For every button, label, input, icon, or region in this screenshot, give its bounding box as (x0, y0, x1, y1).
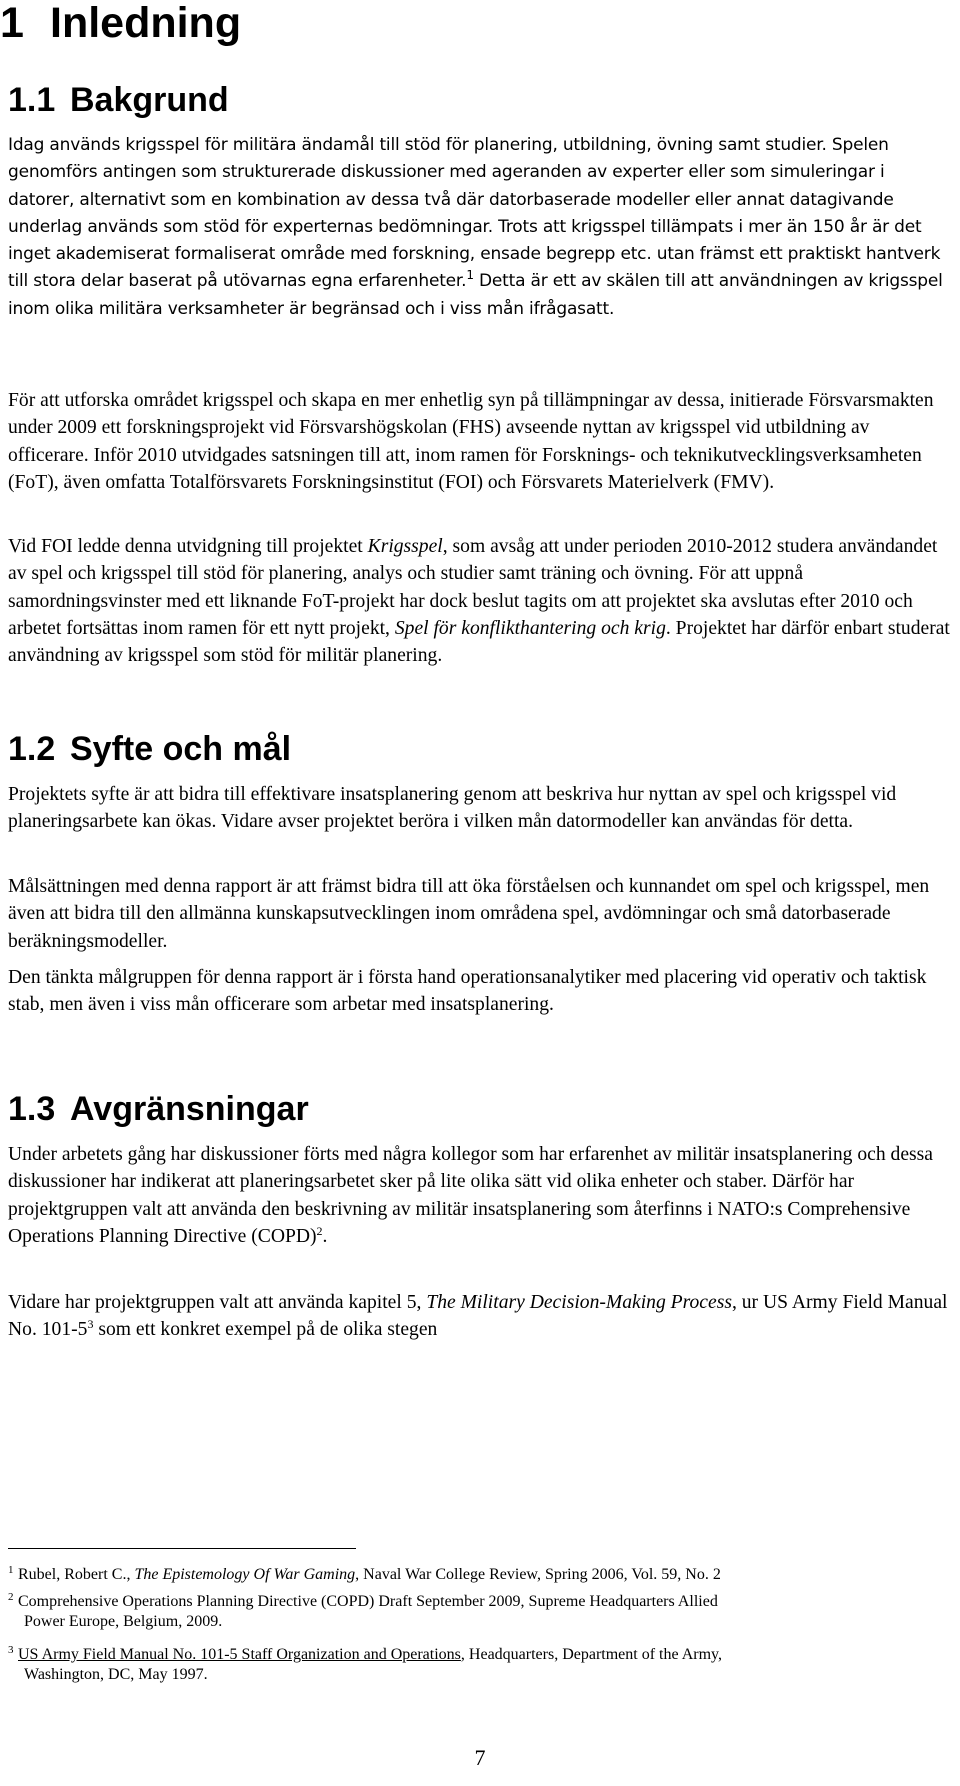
footnote-3 (8, 1645, 952, 1685)
paragraph-text: Målsättningen med denna rapport är att främst bidra till att öka förståelsen och kunnandet om spel och krigsspel, men även att bidra till den allmänna kunskapsutvecklingen inom områdena spel, avdömningar och små datorbaserade beräkningsmodeller. (8, 876, 930, 952)
chapter-title: Inledning (50, 0, 242, 47)
paragraph-text: Den tänkta målgruppen för denna rapport är i första hand operationsanalytiker med placering vid operativ och taktisk stab, men även i viss mån officerare som arbetar med insatsplanering. (8, 967, 927, 1016)
footnote-2 (8, 1592, 952, 1632)
footnote-number: 1 (8, 1564, 14, 1576)
section-heading-syfte (8, 729, 291, 769)
project-name-spel: Spel för konflikthantering och krig (394, 617, 666, 639)
footnote-ref-3[interactable]: 3 (87, 1317, 94, 1332)
paragraph-avgr-1 (8, 1141, 952, 1250)
paragraph-text: Under arbetets gång har diskussioner förts med några kollegor som har erfarenhet av militär insatsplanering och dessa diskussioner har indikerat att planeringsarbetet sker på lite olika sätt vid olika enheter och staber. Därför har projektgruppen valt att använda den beskrivning av militär insatsplanering som återfinns i NATO:s Comprehensive Operations Planning Directive (COPD) (8, 1144, 933, 1247)
footnote-number: 3 (8, 1644, 14, 1656)
paragraph-avgr-2 (8, 1289, 952, 1344)
italic-title: The Military Decision-Making Process (426, 1292, 732, 1313)
paragraph-text: . (322, 1225, 328, 1247)
section-number: 1.1 (8, 81, 56, 119)
footnote-text: Power Europe, Belgium, 2009. (24, 1613, 223, 1630)
page-number: 7 (474, 1745, 486, 1770)
section-title: Syfte och mål (70, 730, 292, 768)
footnote-1 (8, 1565, 952, 1585)
paragraph-text: . Projektet har därför enbart studerat användning av krigsspel som stöd för militär planering. (8, 617, 950, 667)
paragraph-syfte-2 (8, 873, 952, 955)
footnote-separator (8, 1548, 356, 1549)
footnote-ref-1[interactable]: 1 (466, 268, 474, 283)
project-name-krigsspel: Krigsspel (367, 536, 443, 557)
section-number: 1.2 (8, 730, 56, 768)
paragraph-text: För att utforska området krigsspel och skapa en mer enhetlig syn på tillämpningar av dessa, initierade Försvarsmakten under 2009 ett forskningsprojekt vid Försvarshögskolan (FHS) avseende nyttan av krigsspel vid utbildning av officerare. Inför 2010 utvidgades satsningen till att, inom ramen för Forsknings- och teknikutvecklingsverksamheten (FoT), även omfatta Totalförsvarets Forskningsinstitut (FOI) och Försvarets Materielverk (FMV). (8, 390, 934, 493)
paragraph-bakgrund-1 (8, 132, 952, 323)
paragraph-text: Detta är ett av skälen till att användningen av krigsspel inom olika militära verksamheter är begränsad och i viss mån ifrågasatt. (8, 271, 943, 319)
section-number: 1.3 (8, 1090, 56, 1128)
paragraph-syfte-3 (8, 964, 952, 1019)
paragraph-syfte-1 (8, 781, 952, 836)
footnote-number: 2 (8, 1591, 14, 1603)
footnote-text: Rubel, Robert C., The Epistemology Of War Gaming, Naval War College Review, Spring 2006, Vol. 59, No. 2 (18, 1566, 721, 1583)
chapter-heading (0, 0, 241, 46)
section-title: Avgränsningar (70, 1090, 309, 1128)
paragraph-text: Projektets syfte är att bidra till effektivare insatsplanering genom att beskriva hur nyttan av spel och krigsspel vid planeringsarbete kan ökas. Vidare avser projektet beröra i vilken mån datormodeller kan användas för detta. (8, 784, 897, 833)
section-heading-avgransningar (8, 1089, 309, 1129)
paragraph-text: , ur US Army Field Manual No. 101-5 (8, 1292, 948, 1341)
footnote-text: US Army Field Manual No. 101-5 Staff Organization and Operations, Headquarters, Department of the Army, (18, 1646, 722, 1663)
footnote-link[interactable]: US Army Field Manual No. 101-5 Staff Organization and Operations (18, 1646, 461, 1663)
paragraph-bakgrund-2 (8, 387, 952, 496)
section-heading-bakgrund (8, 80, 229, 120)
footnote-text: Comprehensive Operations Planning Directive (COPD) Draft September 2009, Supreme Headquarters Allied (18, 1593, 718, 1610)
paragraph-text: Vid FOI ledde denna utvidgning till projektet (8, 536, 368, 557)
footnote-text: Washington, DC, May 1997. (24, 1666, 208, 1683)
paragraph-text: Vidare har projektgruppen valt att använda kapitel 5, (8, 1292, 427, 1313)
footnote-italic-title: The Epistemology Of War Gaming (134, 1566, 356, 1583)
paragraph-text: som ett konkret exempel på de olika stegen (93, 1319, 438, 1341)
chapter-number: 1 (0, 0, 24, 47)
footnote-ref-2[interactable]: 2 (316, 1223, 323, 1238)
section-title: Bakgrund (70, 81, 229, 119)
paragraph-text: Idag används krigsspel för militära ändamål till stöd för planering, utbildning, övning samt studier. Spelen genomförs antingen som strukturerade diskussioner med ageranden av experter eller som simuleringar i datorer, alternativt som en kombination av dessa två där datorbaserade modeller eller annat datagivande underlag används som stöd för experternas bedömningar. Trots att krigsspel tillämpats i mer än 150 år är det inget akademiserat formaliserat område med forskning, ensade begrepp etc. utan främst ett praktiskt hantverk till stora delar baserat på utövarnas egna erfarenheter. (8, 135, 941, 292)
paragraph-bakgrund-3 (8, 533, 952, 669)
paragraph-text: , som avsåg att under perioden 2010-2012 studera användandet av spel och krigsspel till stöd för planering, analys och studier samt träning och övning. För att uppnå samordningsvinster med ett liknande FoT-projekt har dock beslut tagits om att projektet ska avslutas efter 2010 och arbetet fortsättas inom ramen för ett nytt projekt, (8, 536, 938, 639)
